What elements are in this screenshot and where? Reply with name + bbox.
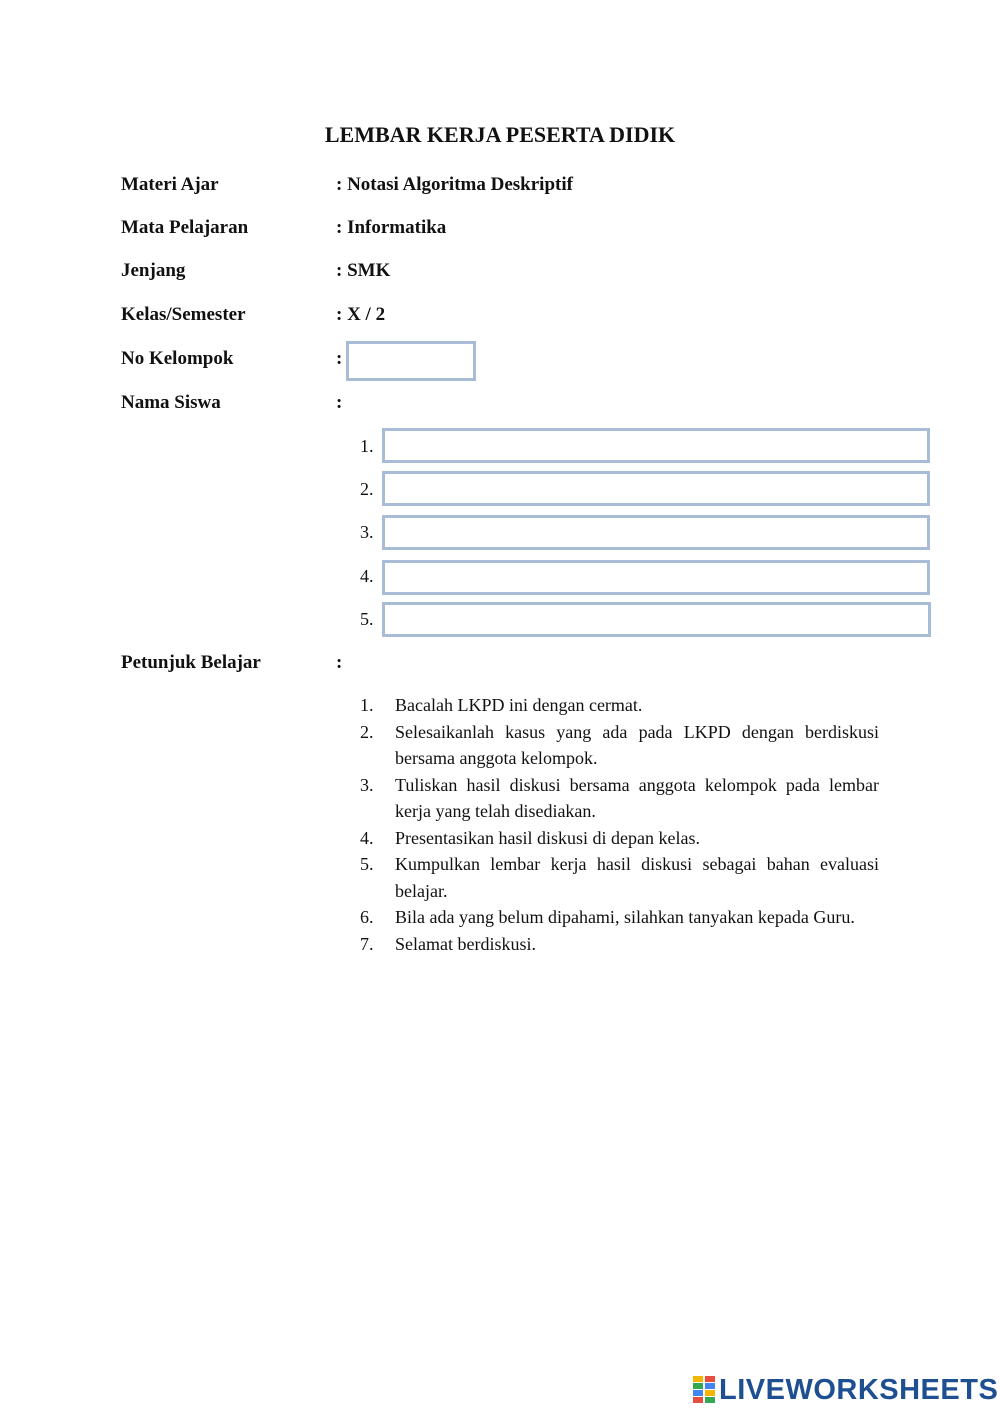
student-name-input-4[interactable] [382,560,930,595]
student-number-5: 5. [360,609,374,629]
instruction-item: 2. Selesaikanlah kasus yang ada pada LKPD dengan berdiskusi bersama anggota kelompok. [360,721,879,768]
student-number-3: 3. [360,522,374,542]
instruction-list [360,692,879,957]
liveworksheets-logo-text: LIVEWORKSHEETS [719,1373,999,1406]
kelas-value: : X / 2 [336,304,386,325]
jenjang-label: Jenjang [121,260,186,281]
student-name-input-3[interactable] [382,515,930,550]
kelas-label: Kelas/Semester [121,304,246,325]
instruction-item: 6. Bila ada yang belum dipahami, silahkan tanyakan kepada Guru. [360,907,855,927]
liveworksheets-logo-icon [693,1376,715,1404]
instruction-item: 7. Selamat berdiskusi. [360,933,536,954]
liveworksheets-logo [693,1374,998,1406]
student-name-input-5[interactable] [382,602,931,637]
kelompok-label: No Kelompok [121,348,234,369]
kelompok-input[interactable] [346,341,476,381]
instruction-item: 3. Tuliskan hasil diskusi bersama anggota kelompok pada lembar kerja yang telah disediakan. [360,774,879,821]
petunjuk-label: Petunjuk Belajar [121,652,261,673]
nama-colon: : [336,392,343,413]
instruction-item: 1. Bacalah LKPD ini dengan cermat. [360,695,643,715]
materi-label: Materi Ajar [121,174,219,195]
petunjuk-colon: : [336,652,343,673]
student-number-2: 2. [360,479,374,499]
student-number-1: 1. [360,436,374,456]
page-title: LEMBAR KERJA PESERTA DIDIK [324,122,676,147]
student-number-4: 4. [360,566,374,586]
student-name-input-2[interactable] [382,471,930,506]
instruction-item: 4. Presentasikan hasil diskusi di depan kelas. [360,827,700,848]
mapel-label: Mata Pelajaran [121,217,249,238]
student-name-input-1[interactable] [382,428,930,463]
materi-value: : Notasi Algoritma Deskriptif [336,174,573,195]
instruction-item: 5. Kumpulkan lembar kerja hasil diskusi sebagai bahan evaluasi belajar. [360,854,879,901]
nama-label: Nama Siswa [121,392,221,413]
jenjang-value: : SMK [336,260,391,281]
kelompok-colon: : [336,348,343,369]
mapel-value: : Informatika [336,217,447,238]
